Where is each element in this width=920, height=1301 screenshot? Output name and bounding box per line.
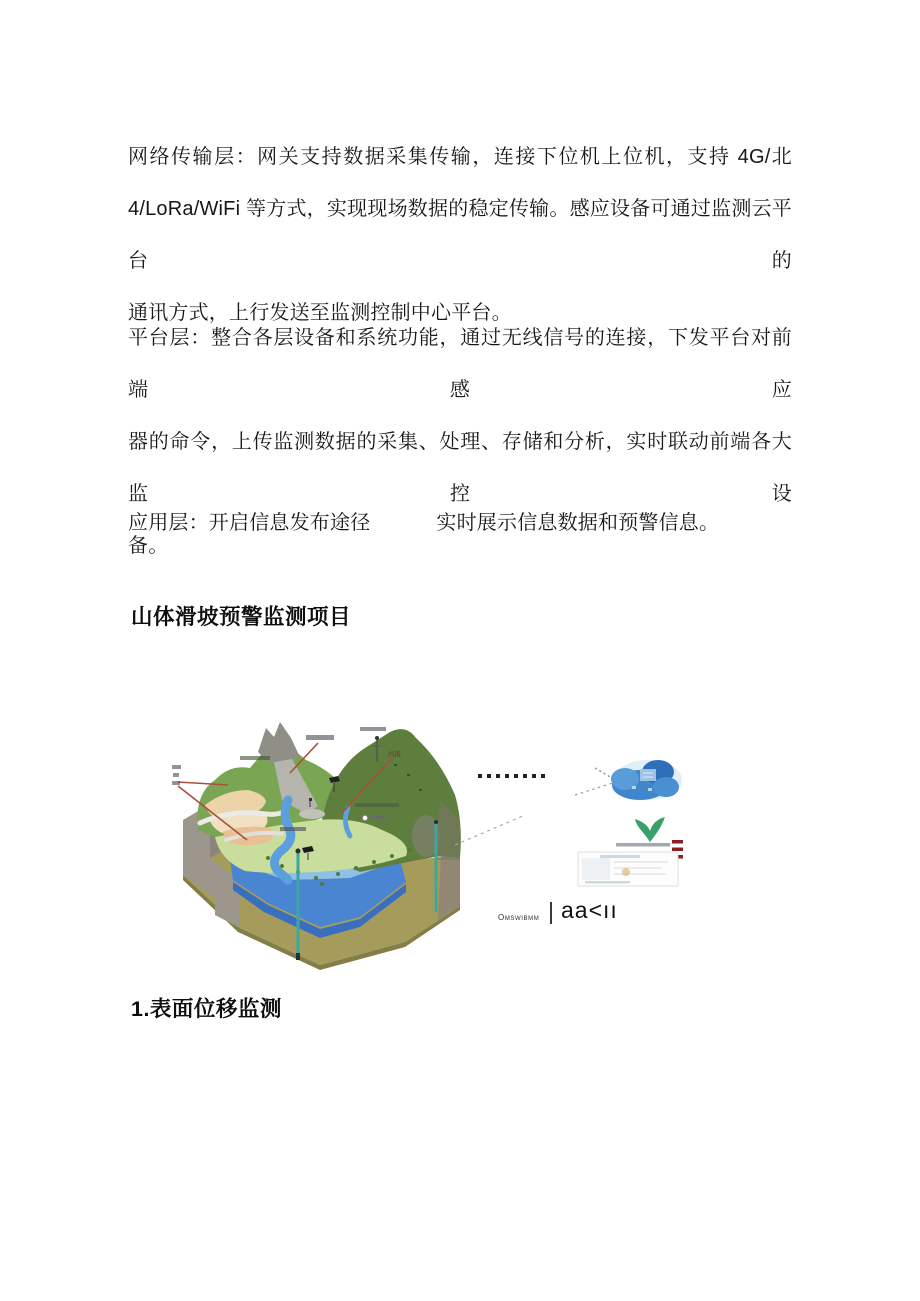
connector-lines bbox=[455, 768, 622, 845]
cloud-platform-icon bbox=[611, 760, 682, 800]
application-layer-text-left: 应用层：开启信息发布途径 bbox=[128, 512, 371, 534]
figure-caption-right: aa<ıı bbox=[561, 897, 618, 923]
caption-divider bbox=[550, 902, 552, 924]
paragraph-network-layer bbox=[128, 131, 792, 339]
river-label: 河流 bbox=[388, 751, 401, 758]
landslide-monitoring-figure bbox=[170, 710, 790, 980]
gnss-sensor-icon bbox=[362, 815, 367, 820]
down-arrow-icon bbox=[635, 817, 665, 842]
borehole-sensor bbox=[434, 820, 438, 912]
terrain-surface bbox=[197, 722, 460, 880]
paragraph-line bbox=[128, 497, 792, 549]
illegible-caption-mark bbox=[616, 843, 670, 847]
paragraph-line: 器的命令，上传监测数据的采集、处理、存储和分析，实时联动前端各大监控设 bbox=[128, 431, 792, 505]
paragraph-application-layer bbox=[128, 497, 792, 549]
paragraph-line: 通讯方式，上行发送至监测控制中心平台。 bbox=[128, 302, 512, 324]
application-layer-text-right: 实时展示信息数据和预警信息。 bbox=[436, 512, 720, 534]
heading-surface-displacement: 1.表面位移监测 bbox=[131, 997, 282, 1021]
terrain-3d-block bbox=[172, 722, 461, 970]
figure-caption-left: Omswibmm bbox=[498, 913, 540, 922]
paragraph-line: 平台层：整合各层设备和系统功能，通过无线信号的连接，下发平台对前端感应 bbox=[128, 327, 792, 401]
dashboard-panel-thumbnail bbox=[578, 852, 678, 886]
paragraph-line: 备。 bbox=[128, 535, 169, 557]
heading-landslide-project: 山体滑坡预警监测项目 bbox=[131, 605, 352, 629]
paragraph-line: 4/LoRa/WiFi 等方式，实现现场数据的稳定传输。感应设备可通过监测云平台的 bbox=[128, 198, 792, 272]
paragraph-line: 网络传输层：网关支持数据采集传输，连接下位机上位机，支持 4G/北 bbox=[128, 146, 792, 168]
